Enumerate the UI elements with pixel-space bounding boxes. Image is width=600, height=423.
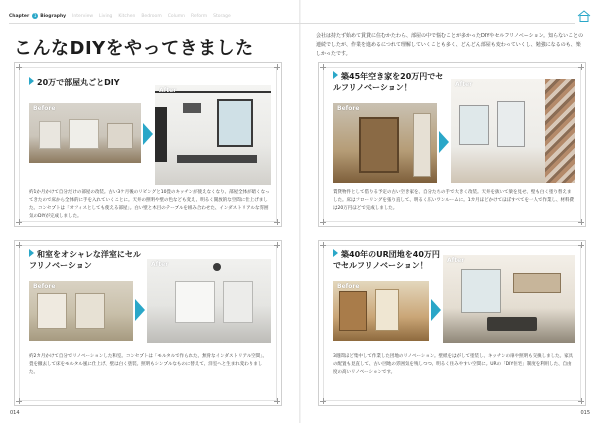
after-label: After xyxy=(151,261,169,268)
current-section: Biography xyxy=(40,13,67,19)
center-gutter xyxy=(299,0,301,423)
triangle-bullet-icon xyxy=(29,249,34,257)
card-body: 賃貸物件として借りる予定の古い空き家を、自分たちの手で大きく改装。天井を抜いて梁を見せ、壁も白く塗り替えました。床はフローリングを張り直して、明るく広いワンルームに。1カ月ほどかけてほぼすべてを一人で作業し、材料費は20万円ほどで完成しました。 xyxy=(333,190,574,211)
arrow-right-icon xyxy=(143,123,153,145)
nav-item: Bedroom xyxy=(141,13,162,19)
chapter-header xyxy=(9,9,237,23)
diy-card-1 xyxy=(14,62,282,227)
arrow-right-icon xyxy=(135,299,145,321)
card-title: 20万で部屋丸ごとDIY xyxy=(29,77,120,88)
triangle-bullet-icon xyxy=(333,71,338,79)
page-number-left: 014 xyxy=(10,410,20,416)
arrow-right-icon xyxy=(439,131,449,153)
card-body: 3週間ほど集中して作業した団地のリノベーション。壁紙をはがして塗装し、キッチンの扉や照明も交換しました。家具の配置も見直して、古い団地の雰囲気を残しつつ、明るく住みやすい空間に。URの「DIY住宅」制度を利用した、自由度の高いリノベーションです。 xyxy=(333,354,574,375)
after-label: After xyxy=(159,87,177,94)
card-title: 和室をオシャレな洋室にセルフリノベーション xyxy=(29,250,141,270)
house-icon xyxy=(577,10,591,22)
after-photo xyxy=(451,79,575,183)
after-photo xyxy=(155,85,271,185)
nav-item: Living xyxy=(99,13,113,19)
before-photo xyxy=(333,103,437,183)
nav-item: Reform xyxy=(190,13,208,19)
after-label: After xyxy=(447,257,465,264)
before-label: Before xyxy=(33,283,56,290)
nav-item: Interview xyxy=(72,13,94,19)
before-label: Before xyxy=(337,105,360,112)
page-number-right: 015 xyxy=(580,410,590,416)
card-body: 約1か月かけて自分だけの部屋の改装。古い3ケ月後のリビングと10畳のキッチンが使えなくなり、部屋全体が暗くなってきたので床から全体的に手を入れていくことに。天井の照明や壁の色なども変え、明るく開放的な空間に仕上げました。コンセプトは「オフィスとしても使える部屋」。白い壁と木目のテーブルを組み合わせた、インダストリアルな雰囲気のDIYが完成しました。 xyxy=(29,190,270,219)
before-photo xyxy=(29,103,141,163)
card-title: 築40年のUR団地を40万円でセルフリノベーション！ xyxy=(333,250,440,270)
chapter-label: Chapter xyxy=(9,13,30,19)
triangle-bullet-icon xyxy=(333,249,338,257)
diy-card-3 xyxy=(14,240,282,406)
nav-item: Storage xyxy=(213,13,231,19)
after-photo xyxy=(147,259,271,343)
after-photo xyxy=(443,255,575,343)
chapter-number: 1 xyxy=(33,13,37,18)
card-title: 築45年空き家を20万円でセルフリノベーション！ xyxy=(333,72,444,92)
diy-card-2 xyxy=(318,62,586,227)
intro-text: 会社は持たず始めて賃貸に住むかたわら、部屋の中で悩むことが多かったDIYやセルフリノベーション。知らないことの連続でしたが、作業を進めるにつれて理解していくことも多く、どんどん部屋も変わっていくし、勉強になるのも、楽しかったです。 xyxy=(316,33,584,57)
before-photo xyxy=(29,281,133,341)
arrow-right-icon xyxy=(431,299,441,321)
nav-item: Column xyxy=(167,13,185,19)
header-rule xyxy=(9,23,575,24)
page-title: こんなDIYをやってきました xyxy=(14,38,254,59)
before-label: Before xyxy=(337,283,360,290)
before-label: Before xyxy=(33,105,56,112)
nav-item: Kitchen xyxy=(118,13,136,19)
card-body: 約2カ月かけて自分でリノベーションした和室。コンセプトは「モルタルで作られた、無骨なインダストリアル空間」。畳を撤去して床をモルタル風に仕上げ、壁は白く塗装。照明もシンプルなものに替えて、洋室へと生まれ変わりました。 xyxy=(29,354,268,375)
after-label: After xyxy=(455,81,473,88)
triangle-bullet-icon xyxy=(29,77,34,85)
before-photo xyxy=(333,281,429,341)
diy-card-4 xyxy=(318,240,586,406)
